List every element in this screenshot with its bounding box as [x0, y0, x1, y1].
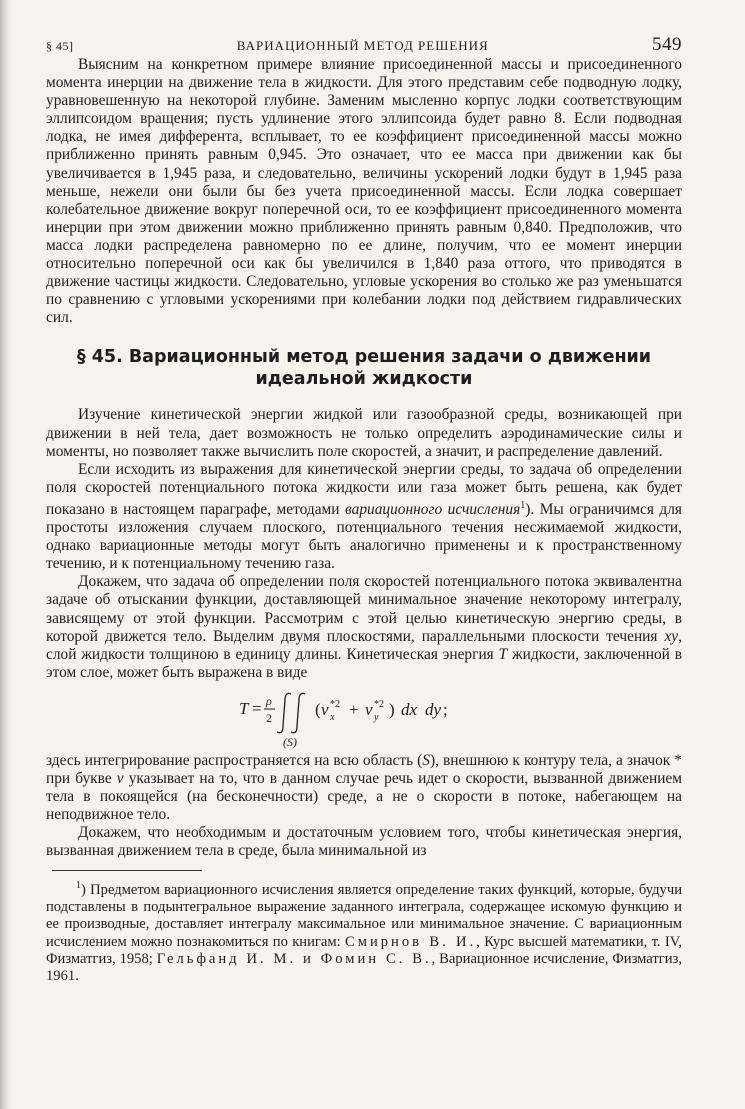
- footnote-ref[interactable]: 1: [520, 499, 526, 511]
- header-title: ВАРИАЦИОННЫЙ МЕТОД РЕШЕНИЯ: [236, 38, 489, 53]
- kinetic-energy-formula: [46, 686, 682, 750]
- footnote-text-2: , Курс высшей математики, т. IV, Физматгиз, 1958;: [46, 933, 682, 967]
- footnote-mark: 1: [76, 879, 81, 891]
- paragraph-integration-domain: [46, 752, 682, 824]
- formula-plus: +: [349, 699, 359, 719]
- section-heading-line1: § 45. Вариационный метод решения задачи о движении: [76, 347, 652, 368]
- paragraph-necessary-condition: Докажем, что необходимым и достаточным условием того, чтобы кинетическая энергия, вызванная движением тела в среде, была минимальной из: [46, 824, 682, 860]
- header-section-ref: § 45]: [46, 39, 74, 53]
- formula-sub-x: x: [330, 711, 335, 723]
- formula-rho: ρ: [266, 693, 272, 708]
- footnote-author-2: Гельфанд И. М. и Фомин С. В.: [156, 950, 432, 967]
- footnote-text: [46, 877, 682, 986]
- formula-two: 2: [266, 710, 272, 725]
- p5-var-v: v: [116, 770, 124, 788]
- formula-paren-close: ): [389, 699, 395, 719]
- p4-var-T: T: [498, 645, 508, 663]
- formula-semicolon: ;: [443, 699, 448, 719]
- paragraph-kinetic-energy-intro: Изучение кинетической энергии жидкой или газообразной среды, возникающей при движении в ней тела, дает возможность не только определить аэродинамические силы и моменты, но позволяет также вычислить поле скоростей, а значит, и распределение давлений.: [46, 406, 682, 460]
- footnote: [46, 877, 682, 986]
- p4-var-xy: xy: [664, 627, 679, 645]
- formula-equals: =: [252, 698, 262, 718]
- p4-text-before: Докажем, что задача об определении поля скоростей потенциального потока эквивалентна задаче об отыскании функции, доставляющей минимальное значение некоторому интегралу, зависящему от этой функции. Рассмотрим с этой целью кинетическую энергию среды, в которой движется тело. Выделим двумя плоскостями, параллельными плоскости течения: [46, 573, 682, 645]
- page-number: 549: [652, 34, 682, 55]
- formula-svg: [239, 686, 489, 750]
- formula-domain: (S): [283, 734, 297, 749]
- section-heading: [46, 346, 682, 390]
- p4-text-middle: , слой жидкости толщиною в единицу длины. Кинетическая энергия: [46, 627, 682, 663]
- section-heading-line2: идеальной жидкости: [255, 369, 473, 390]
- p5-text-after: указывает на то, что в данном случае речь идет о скорости, вызванной движением тела в покоящейся (на бесконечности) среде, а не о скорости в потоке, набегающем на неподвижное тело.: [46, 770, 683, 824]
- p5-text-before: здесь интегрирование распространяется на всю область (: [46, 751, 423, 769]
- footnote-text-3: , Вариационное исчисление, Физматгиз, 1961.: [46, 950, 682, 985]
- footnote-author-1: Смирнов В. И.: [344, 933, 477, 950]
- formula-sub-y: y: [374, 711, 379, 723]
- formula-sup1: *2: [330, 698, 340, 710]
- paragraph-proof-statement: [46, 573, 682, 682]
- formula-sup2: *2: [374, 698, 384, 710]
- p3-text-before: Если исходить из выражения для кинетической энергии среды, то задача об определении поля скоростей потенциального потока жидкости или газа может быть решена, как будет показано в настоящем параграфе, методами: [46, 460, 682, 518]
- p5-text-middle: ), внешнюю к контуру тела, а значок * при букве: [46, 751, 682, 788]
- p4-text-after: жидкости, заключенной в этом слое, может быть выражена в виде: [46, 645, 682, 681]
- formula-dx: dx: [401, 699, 418, 719]
- p3-emphasis: вариационного исчисления: [345, 501, 521, 518]
- formula-lhs: T: [239, 698, 249, 718]
- paragraph-submarine-example: Выясним на конкретном примере влияние присоединенной массы и присоединенного момента инерции на движение тела в жидкости. Для этого представим себе подводную лодку, уравновешенную на некоторой глубине. Заменим мысленно корпус лодки соответствующим эллипсоидом вращения; пусть удлинение этого эллипсоида будет равно 8. Если подводная лодка, не имея дифферента, всплывает, то ее коэффициент присоединенной массы можно приближенно принять равным 0,945. Это означает, что ее масса при движении как бы увеличивается в 1,945 раза, и следовательно, величины ускорений лодки будут в 1,945 раза меньше, нежели они были бы без учета присоединенной массы. Если лодка совершает колебательное движение вокруг поперечной оси, то ее коэффициент присоединенного момента инерции при этом движении можно приближенно принять равным 0,840. Предположив, что масса лодки распределена равномерно по ее длине, получим, что ее момент инерции относительно поперечной оси как бы увеличился в 1,840 раза оттого, что приводятся в движение частицы жидкости. Следовательно, угловые ускорения во столько же раз уменьшатся по сравнению с угловыми ускорениями при колебании лодки под действием гидравлических сил.: [46, 56, 682, 327]
- main-text: [46, 56, 682, 861]
- p5-var-S: S: [422, 751, 430, 769]
- formula-paren-open: (: [315, 699, 321, 719]
- integral-sign-2: [291, 693, 305, 732]
- formula-dy: dy: [425, 699, 442, 719]
- page-edge-shadow: [0, 0, 14, 1109]
- formula-v2: v: [365, 699, 373, 719]
- paragraph-variational-methods: [46, 461, 682, 574]
- footnote-text-1: ) Предметом вариационного исчисления является определение таких функций, которые, будучи подставлены в подынтегральное выражение заданного интеграла, содержащее искомую функцию и ее производные, доставляет интегралу максимальное или минимальное значение. С вариационным исчислением можно познакомиться по книгам:: [46, 881, 682, 950]
- book-page: [46, 34, 682, 986]
- integral-sign-1: [277, 693, 291, 732]
- footnote-divider: [52, 870, 202, 871]
- p3-text-after: ). Мы ограничимся для простоты изложения случаем плоского, потенциального течения несжимаемой жидкости, однако вариационные методы могут быть аналогично применены и к пространственному течению, и к потенциальному течению газа.: [46, 501, 683, 573]
- running-header: [46, 34, 682, 56]
- formula-v1: v: [321, 699, 329, 719]
